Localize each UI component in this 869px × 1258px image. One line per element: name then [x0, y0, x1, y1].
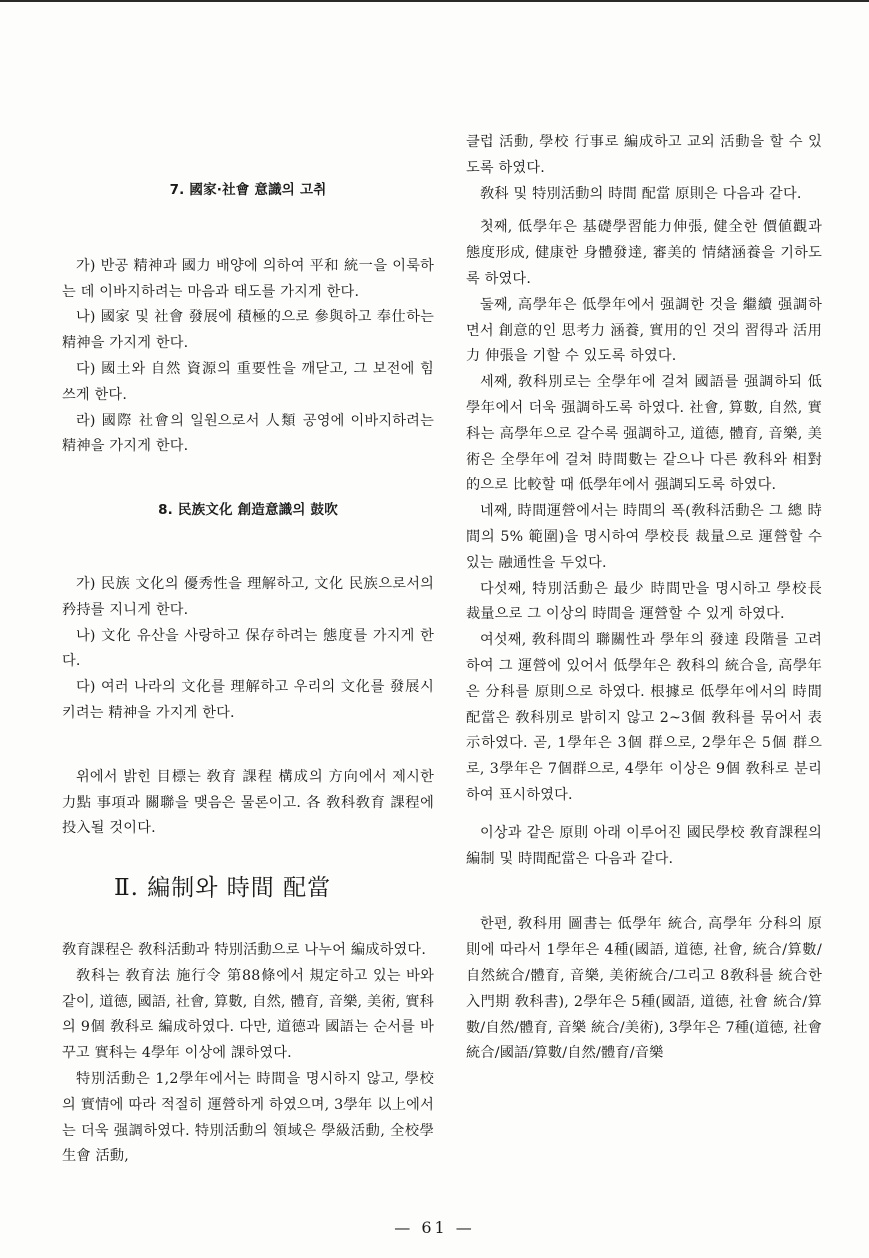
chapter-heading: Ⅱ. 編制와 時間 配當 [114, 875, 332, 902]
paragraph: 가) 반공 精神과 國力 배양에 의하여 平和 統一을 이룩하는 데 이바지하려는 마음과 태도를 가지게 한다. [62, 257, 434, 300]
right-column [466, 0, 822, 1067]
paragraph: 둘째, 高學年은 低學年에서 强調한 것을 繼續 强調하면서 創意的인 思考力 涵養, 實用的인 것의 習得과 活用力 伸張을 기할 수 있도록 하였다. [466, 296, 822, 365]
paragraph: 이상과 같은 原則 아래 이루어진 國民學校 敎育課程의 編制 및 時間配當은 다음과 같다. [466, 824, 822, 867]
paragraph: 特別活動은 1,2學年에서는 時間을 명시하지 않고, 學校의 實情에 따라 적절히 運營하게 하였으며, 3學年 以上에서는 더욱 强調하였다. 特別活動의 領域은 學級活動, 全校學生會 活動, [62, 1070, 434, 1165]
section-heading-7: 7. 國家·社會 意識의 고취 [169, 182, 327, 198]
paragraph: 다) 國土와 自然 資源의 重要性을 깨닫고, 그 보전에 힘쓰게 한다. [62, 360, 434, 403]
paragraph: 여섯째, 敎科間의 聯關性과 學年의 發達 段階를 고려하여 그 運營에 있어서 低學年은 敎科의 統合을, 高學年은 分科를 原則으로 하였다. 根據로 低學年에서의 時間配當은 敎科別로 밝히지 않고 2~3個 敎科를 묶어서 表示하였다. 곧, 1學年은 3個 群으로, 2學年은 5個 群으로, 3學年은 7個群으로, 4學年 이상은 9個 敎科로 분리하여 표시하였다. [466, 632, 822, 803]
page-number: — 61 — [394, 1218, 475, 1237]
paragraph: 클럽 活動, 學校 行事로 編成하고 교외 活動을 할 수 있도록 하였다. [466, 134, 822, 176]
paragraph: 가) 民族 文化의 優秀性을 理解하고, 文化 民族으로서의 矜持를 지니게 한다. [62, 575, 434, 618]
paragraph: 다섯째, 特別活動은 最少 時間만을 명시하고 學校長 裁量으로 그 이상의 時間을 運營할 수 있게 하였다. [466, 580, 822, 623]
paragraph: 첫째, 低學年은 基礎學習能力伸張, 健全한 價値觀과 態度形成, 健康한 身體發達, 審美的 情緖涵養을 기하도록 하였다. [466, 219, 822, 287]
paragraph: 한편, 敎科用 圖書는 低學年 統合, 高學年 分科의 原則에 따라서 1學年은 4種(國語, 道德, 社會, 統合/算數/自然統合/體育, 音樂, 美術統合/그리고 8敎科를 統合한 入門期 敎科書), 2學年은 5種(國語, 道德, 社會 統合/算數/自然/體育, 音樂 統合/美術), 3學年은 7種(道德, 社會 統合/國語/算數/自然/體育/音樂 [466, 916, 822, 1062]
left-column [62, 0, 434, 1170]
paragraph: 나) 文化 유산을 사랑하고 保存하려는 態度를 가지게 한다. [62, 627, 434, 670]
paragraph: 敎育課程은 敎科活動과 特別活動으로 나누어 編成하였다. [62, 941, 427, 958]
paragraph: 라) 國際 社會의 일원으로서 人類 공영에 이바지하려는 精神을 가지게 한다. [62, 412, 434, 455]
summary-paragraph: 위에서 밝힌 目標는 敎育 課程 構成의 方向에서 제시한 力點 事項과 關聯을 맺음은 물론이고. 各 敎科敎育 課程에 投入될 것이다. [62, 768, 434, 837]
section-heading-8: 8. 民族文化 創造意識의 鼓吹 [158, 502, 338, 519]
paragraph: 다) 여러 나라의 文化를 理解하고 우리의 文化를 發展시키려는 精神을 가지게 한다. [62, 679, 434, 721]
paragraph: 敎科는 敎育法 施行令 第88條에서 規定하고 있는 바와 같이, 道德, 國語, 社會, 算數, 自然, 體育, 音樂, 美術, 實科의 9個 敎科로 編成하였다. 다만, 道德과 國語는 순서를 바꾸고 實科는 4學年 이상에 課하였다. [62, 967, 434, 1062]
paragraph: 세째, 敎科別로는 全學年에 걸쳐 國語를 强調하되 低學年에서 더욱 强調하도록 하였다. 社會, 算數, 自然, 實科는 高學年으로 갈수록 强調하고, 道德, 體育, 音樂, 美術은 全學年에 걸쳐 時間數는 같으나 다른 敎科와 相對的으로 比較할 때 低學年에서 强調되도록 하였다. [466, 374, 822, 494]
paragraph: 네째, 時間運營에서는 時間의 폭(敎科活動은 그 總 時間의 5% 範圍)을 명시하여 學校長 裁量으로 運營할 수 있는 融通性을 두었다. [466, 503, 822, 571]
paragraph: 나) 國家 및 社會 發展에 積極的으로 參與하고 奉仕하는 精神을 가지게 한다. [62, 309, 434, 352]
paragraph: 敎科 및 特別活動의 時間 配當 原則은 다음과 같다. [480, 185, 802, 202]
